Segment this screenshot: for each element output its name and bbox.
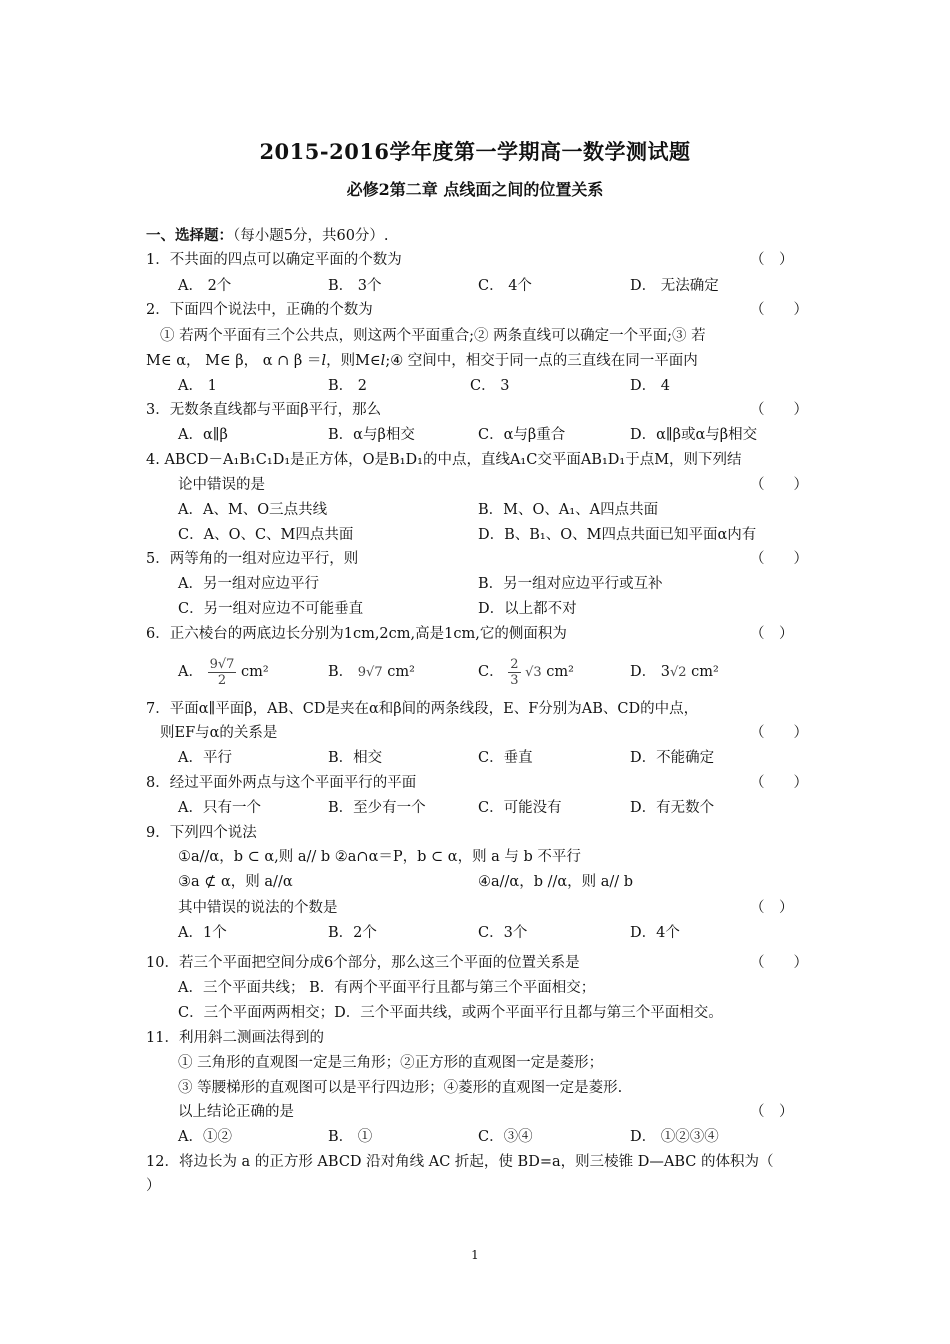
q2-option-d: D． 4 (630, 378, 670, 394)
q8-stem: 8．经过平面外两点与这个平面平行的平面 (146, 775, 417, 791)
q11-option-a: A．①② (178, 1129, 232, 1145)
q7-option-d: D．不能确定 (630, 750, 715, 766)
q8-option-a: A．只有一个 (178, 800, 261, 816)
q8-option-b: B．至少有一个 (328, 800, 426, 816)
q12-stem: 12．将边长为 a 的正方形 ABCD 沿对角线 AC 折起，使 BD=a，则三棱锥 D—ABC 的体积为（ (146, 1154, 774, 1170)
q5-option-b: B．另一组对应边平行或互补 (478, 576, 663, 592)
q1-option-a: A． 2个 (178, 278, 232, 294)
q5-option-c: C．另一组对应边不可能垂直 (178, 601, 364, 617)
q1-option-b: B． 3个 (328, 278, 382, 294)
q6-option-b: B． 9√7 cm² (328, 664, 415, 680)
q4-stem-cont: 论中错误的是 (178, 477, 265, 493)
q1-option-c: C． 4个 (478, 278, 532, 294)
q3-option-b: B．α与β相交 (328, 427, 415, 443)
q11-stem: 11．利用斜二测画法得到的 (146, 1030, 324, 1046)
q9-option-c: C．3个 (478, 925, 528, 941)
q9-answer-paren: （ ） (750, 900, 794, 916)
q6-option-a-fraction: $\frac{9√7}{2}$ (209, 656, 235, 688)
q4-stem: 4. ABCD－A₁B₁C₁D₁是正方体，O是B₁D₁的中点，直线A₁C交平面AB₁D₁于点M，则下列结 (146, 452, 742, 468)
q4-answer-paren: （ ） (750, 477, 808, 493)
q8-option-d: D．有无数个 (630, 800, 715, 816)
q10-options-cd: C．三个平面两两相交；D．三个平面共线，或两个平面平行且都与第三个平面相交。 (178, 1005, 723, 1021)
page-subtitle: 必修2第二章 点线面之间的位置关系 (346, 180, 604, 199)
q9-statement-1-2: ①a//α，b ⊂ α,则 a// b ②a∩α＝P，b ⊂ α，则 a 与 b 不平行 (178, 849, 581, 865)
q11-statements-3-4: ③ 等腰梯形的直观图可以是平行四边形；④菱形的直观图一定是菱形. (178, 1080, 623, 1096)
page-number: 1 (471, 1248, 479, 1262)
q5-answer-paren: （ ） (750, 551, 808, 567)
q6-answer-paren: （ ） (750, 626, 794, 642)
q7-stem: 7．平面α∥平面β，AB、CD是夹在α和β间的两条线段，E、F分别为AB、CD的中点， (146, 701, 699, 717)
q7-option-b: B．相交 (328, 750, 383, 766)
q6-option-a: A． $\frac{9√7}{2}$ cm² (178, 656, 269, 688)
q9-stem-cont: 其中错误的说法的个数是 (178, 900, 338, 916)
q11-option-c: C．③④ (478, 1129, 533, 1145)
q11-statements-1-2: ① 三角形的直观图一定是三角形；②正方形的直观图一定是菱形； (178, 1055, 604, 1071)
q10-stem: 10．若三个平面把空间分成6个部分，那么这三个平面的位置关系是 (146, 955, 580, 971)
q4-option-b: B．M、O、A₁、A四点共面 (478, 502, 659, 518)
q3-answer-paren: （ ） (750, 402, 808, 418)
q8-answer-paren: （ ） (750, 775, 808, 791)
page-title: 2015-2016学年度第一学期高一数学测试题 (259, 139, 691, 164)
q7-stem-cont: 则EF与α的关系是 (160, 725, 278, 741)
q8-option-c: C．可能没有 (478, 800, 562, 816)
q11-answer-paren: （ ） (750, 1104, 794, 1120)
q5-option-a: A．另一组对应边平行 (178, 576, 319, 592)
q3-stem: 3．无数条直线都与平面β平行，那么 (146, 402, 382, 418)
q9-option-d: D．4个 (630, 925, 680, 941)
q11-stem-cont: 以上结论正确的是 (178, 1104, 294, 1120)
section-label: 一、选择题： (146, 227, 233, 244)
q12-stem-cont: ） (146, 1178, 161, 1194)
q10-answer-paren: （ ） (750, 955, 808, 971)
q10-options-ab: A．三个平面共线； B．有两个平面平行且都与第三个平面相交； (178, 980, 596, 996)
q2-line1: ① 若两个平面有三个公共点，则这两个平面重合;② 两条直线可以确定一个平面;③ 若 (160, 328, 706, 344)
q7-option-c: C．垂直 (478, 750, 533, 766)
q3-option-a: A．α∥β (178, 427, 228, 443)
q9-stem: 9．下列四个说法 (146, 825, 257, 841)
q2-option-a: A． 1 (178, 378, 217, 394)
q2-option-b: B． 2 (328, 378, 367, 394)
q6-option-c: C． $\frac{2}{3}$ √3 cm² (478, 656, 574, 688)
q1-stem: 1．不共面的四点可以确定平面的个数为 (146, 252, 402, 268)
q5-option-d: D．以上都不对 (478, 601, 577, 617)
q7-option-a: A．平行 (178, 750, 232, 766)
q4-option-a: A．A、M、O三点共线 (178, 502, 328, 518)
q2-option-c: C． 3 (470, 378, 510, 394)
q9-statement-4: ④a//α，b //α，则 a// b (478, 874, 634, 890)
q2-answer-paren: （ ） (750, 302, 808, 318)
q3-option-d: D．α∥β或α与β相交 (630, 427, 758, 443)
q6-stem: 6．正六棱台的两底边长分别为1cm,2cm,高是1cm,它的侧面积为 (146, 626, 567, 642)
q11-option-d: D． ①②③④ (630, 1129, 719, 1145)
q6-option-c-fraction: $\frac{2}{3}$ (510, 656, 519, 688)
q3-option-c: C．α与β重合 (478, 427, 566, 443)
q4-option-c: C．A、O、C、M四点共面 (178, 527, 354, 543)
q2-line2: M∈ α， M∈ β， α ∩ β ＝l，则M∈l;④ 空间中，相交于同一点的三直线在同一平面内 (146, 353, 698, 369)
q11-option-b: B． ① (328, 1129, 373, 1145)
section-note: （每小题5分，共60分）. (233, 228, 389, 244)
q9-option-b: B．2个 (328, 925, 377, 941)
q6-option-d: D． 3√2 cm² (630, 664, 719, 680)
q1-option-d: D． 无法确定 (630, 278, 719, 294)
q5-stem: 5．两等角的一组对应边平行，则 (146, 551, 359, 567)
q2-stem: 2．下面四个说法中，正确的个数为 (146, 302, 373, 318)
section-heading (146, 226, 389, 246)
q9-statement-3: ③a ⊄ α，则 a//α (178, 874, 293, 890)
q7-answer-paren: （ ） (750, 725, 808, 741)
q4-option-d: D．B、B₁、O、M四点共面已知平面α内有 (478, 527, 757, 543)
q9-option-a: A．1个 (178, 925, 227, 941)
q1-answer-paren: （ ） (750, 252, 794, 268)
